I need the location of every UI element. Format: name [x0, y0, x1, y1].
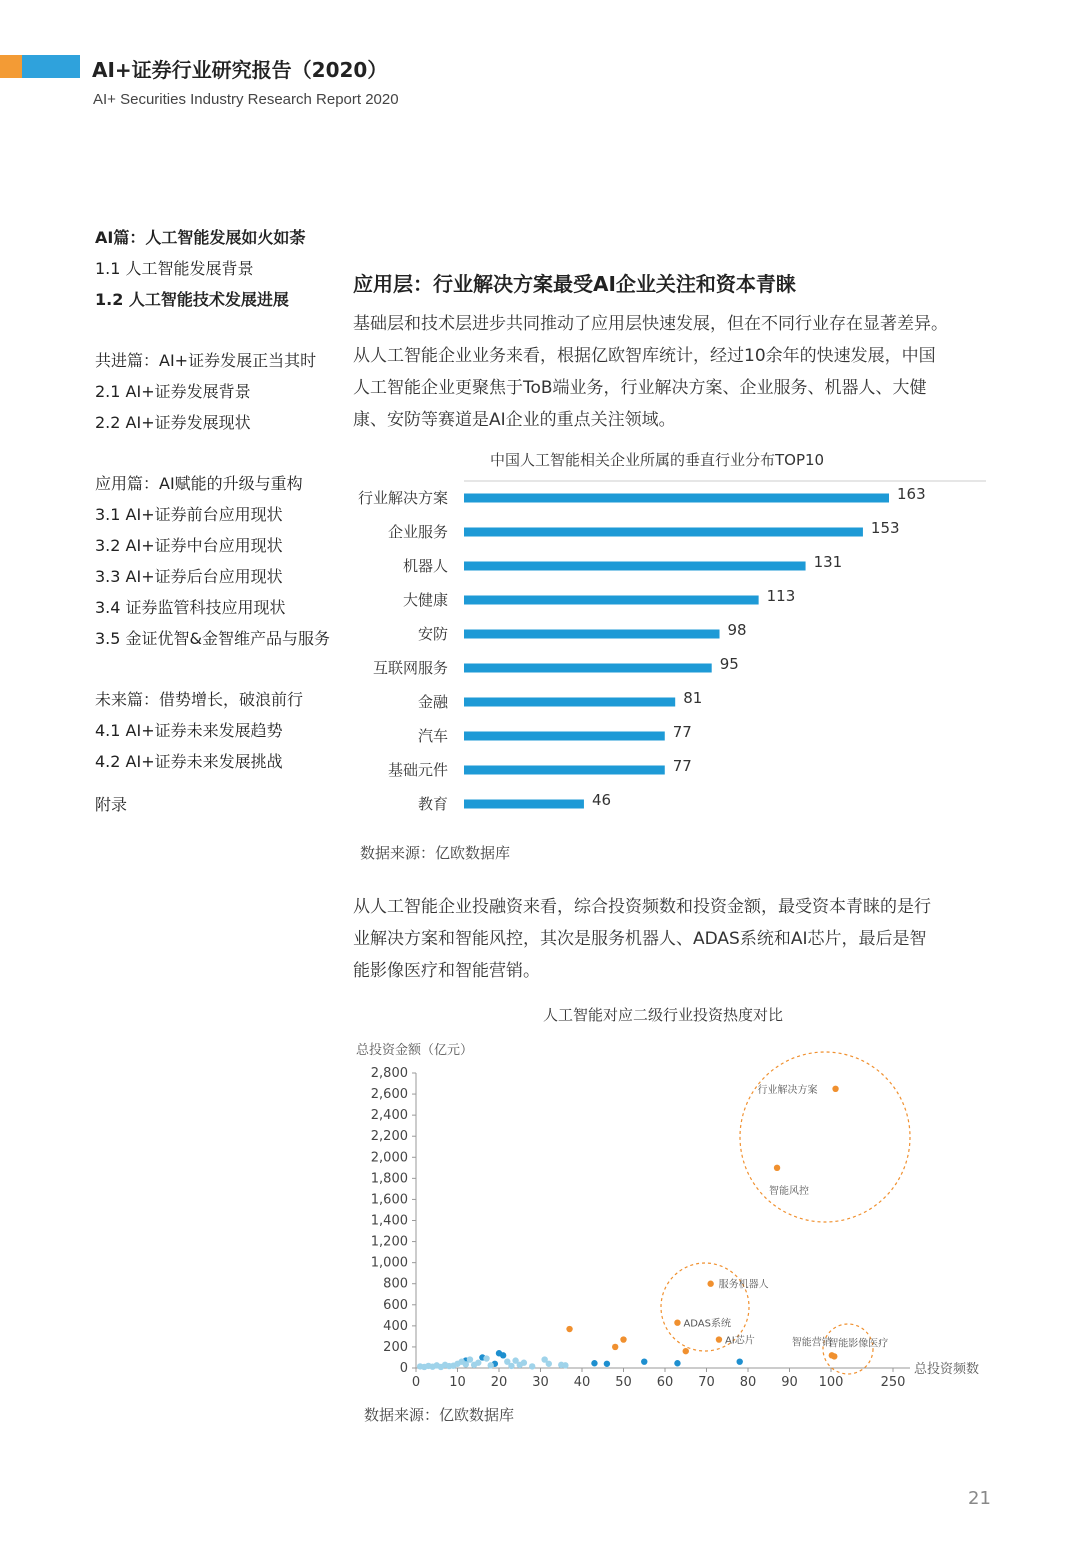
scatter-point	[546, 1361, 552, 1367]
toc-item[interactable]: 2.2 AI+证券发展现状	[95, 413, 251, 432]
toc-item[interactable]: 3.2 AI+证券中台应用现状	[95, 536, 283, 555]
y-tick-label: 1,000	[370, 1255, 408, 1271]
scatter-point	[467, 1356, 473, 1362]
header-accent-orange	[0, 55, 22, 78]
paragraph-line: 能影像医疗和智能营销。	[353, 961, 540, 981]
scatter-y-axis-label: 总投资金额（亿元）	[356, 1043, 474, 1058]
scatter-point	[674, 1319, 680, 1325]
scatter-point	[683, 1348, 689, 1354]
y-tick-label: 1,400	[370, 1213, 408, 1229]
bar-value-label: 153	[870, 519, 900, 537]
paragraph-line: 人工智能企业更聚焦于ToB端业务，行业解决方案、企业服务、机器人、大健	[353, 378, 927, 398]
page-number: 21	[968, 1488, 991, 1509]
bar-category-label: 汽车	[417, 727, 448, 745]
x-tick-label: 100	[818, 1375, 844, 1390]
y-tick-label: 2,600	[370, 1087, 408, 1103]
table-of-contents	[95, 222, 355, 820]
bar-value-label: 77	[672, 757, 692, 775]
x-tick-label: 80	[739, 1375, 757, 1390]
paragraph-line: 康、安防等赛道是AI企业的重点关注领域。	[353, 410, 676, 430]
scatter-point	[716, 1336, 722, 1342]
scatter-point	[707, 1281, 713, 1287]
scatter-point	[774, 1165, 780, 1171]
scatter-point	[562, 1362, 568, 1368]
y-tick-label: 1,600	[370, 1192, 408, 1208]
bar-mark	[464, 528, 863, 537]
scatter-point	[612, 1344, 618, 1350]
scatter-point-label: ADAS系统	[683, 1318, 732, 1330]
toc-item[interactable]: 3.3 AI+证券后台应用现状	[95, 567, 283, 586]
y-tick-label: 2,800	[370, 1066, 408, 1081]
header-accent-blue	[22, 55, 80, 78]
scatter-point	[566, 1326, 572, 1332]
x-tick-label: 10	[449, 1375, 466, 1390]
bar-category-label: 机器人	[402, 557, 448, 575]
scatter-point	[483, 1355, 489, 1361]
bar-chart-title: 中国人工智能相关企业所属的垂直行业分布TOP10	[490, 451, 825, 469]
scatter-chart	[350, 1035, 990, 1395]
y-tick-label: 200	[383, 1339, 408, 1355]
bar-mark	[464, 732, 665, 741]
y-tick-label: 2,200	[370, 1129, 408, 1145]
section-title: 应用层：行业解决方案最受AI企业关注和资本青睐	[353, 272, 796, 296]
y-tick-label: 600	[383, 1297, 408, 1313]
bar-mark	[464, 494, 889, 503]
x-tick-label: 20	[490, 1375, 508, 1390]
paragraph-2	[353, 891, 983, 987]
scatter-point	[500, 1352, 506, 1358]
bar-category-label: 安防	[417, 625, 448, 643]
scatter-point-label: 智能营销	[791, 1337, 832, 1349]
scatter-point-label: 行业解决方案	[757, 1084, 818, 1096]
scatter-point	[674, 1360, 680, 1366]
scatter-point-label: AI芯片	[724, 1335, 755, 1347]
y-tick-label: 1,800	[370, 1171, 408, 1187]
source-note-2: 数据来源：亿欧数据库	[364, 1406, 515, 1424]
scatter-point	[521, 1360, 527, 1366]
x-tick-label: 250	[880, 1375, 906, 1390]
bar-value-label: 163	[897, 485, 926, 503]
bar-mark	[464, 630, 720, 639]
toc-item[interactable]: 3.4 证券监管科技应用现状	[95, 598, 286, 617]
y-tick-label: 800	[383, 1276, 408, 1292]
y-tick-label: 2,000	[370, 1150, 408, 1166]
toc-item[interactable]: 1.2 人工智能技术发展进展	[95, 290, 289, 309]
highlight-circle	[740, 1052, 910, 1222]
scatter-x-axis-label: 总投资频数	[914, 1362, 980, 1377]
scatter-point-label: 智能风控	[769, 1185, 810, 1197]
y-tick-label: 400	[383, 1318, 408, 1334]
toc-item[interactable]: 共进篇：AI+证券发展正当其时	[95, 351, 317, 370]
x-tick-label: 50	[615, 1375, 632, 1390]
scatter-point	[620, 1336, 626, 1342]
toc-item[interactable]: 未来篇：借势增长，破浪前行	[95, 690, 304, 709]
bar-category-label: 金融	[417, 693, 448, 711]
scatter-point	[591, 1360, 597, 1366]
bar-mark	[464, 800, 584, 809]
bar-category-label: 教育	[417, 795, 448, 813]
x-tick-label: 90	[781, 1375, 798, 1390]
scatter-point	[604, 1361, 610, 1367]
scatter-point-label: 智能影像医疗	[828, 1338, 889, 1350]
scatter-point	[737, 1358, 743, 1364]
toc-item[interactable]: 4.1 AI+证券未来发展趋势	[95, 721, 283, 740]
bar-category-label: 行业解决方案	[357, 489, 448, 507]
bar-mark	[464, 562, 806, 571]
scatter-point	[488, 1362, 494, 1368]
scatter-point	[641, 1358, 647, 1364]
scatter-point	[832, 1086, 838, 1092]
toc-item[interactable]: 1.1 人工智能发展背景	[95, 259, 254, 278]
report-subtitle: AI+ Securities Industry Research Report 2020	[93, 91, 399, 108]
report-title: AI+证券行业研究报告（2020）	[92, 58, 388, 82]
y-tick-label: 1,200	[370, 1234, 408, 1250]
toc-item[interactable]: 2.1 AI+证券发展背景	[95, 382, 251, 401]
bar-mark	[464, 766, 665, 775]
x-tick-label: 0	[411, 1375, 421, 1390]
scatter-point-label: 服务机器人	[718, 1279, 769, 1291]
y-tick-label: 0	[399, 1361, 408, 1376]
x-tick-label: 60	[656, 1375, 674, 1390]
paragraph-line: 从人工智能企业投融资来看，综合投资频数和投资金额，最受资本青睐的是行	[353, 897, 931, 917]
scatter-chart-title: 人工智能对应二级行业投资热度对比	[543, 1006, 784, 1024]
y-tick-label: 2,400	[370, 1108, 408, 1124]
x-tick-label: 40	[573, 1375, 591, 1390]
scatter-point	[831, 1353, 837, 1359]
toc-item[interactable]: AI篇：人工智能发展如火如荼	[95, 228, 306, 247]
paragraph-line: 业解决方案和智能风控，其次是服务机器人、ADAS系统和AI芯片，最后是智	[353, 929, 927, 949]
bar-category-label: 基础元件	[387, 761, 448, 779]
toc-item[interactable]: 应用篇：AI赋能的升级与重构	[95, 474, 303, 493]
paragraph-line: 基础层和技术层进步共同推动了应用层快速发展，但在不同行业存在显著差异。	[353, 314, 948, 334]
toc-item[interactable]: 3.5 金证优智&金智维产品与服务	[95, 629, 331, 648]
bar-category-label: 企业服务	[387, 523, 448, 541]
bar-value-label: 131	[813, 553, 843, 571]
x-tick-label: 30	[532, 1375, 549, 1390]
paragraph-line: 从人工智能企业业务来看，根据亿欧智库统计，经过10余年的快速发展，中国	[353, 346, 936, 366]
paragraph-1	[353, 308, 983, 436]
bar-chart	[340, 478, 990, 823]
bar-mark	[464, 596, 759, 605]
bar-mark	[464, 664, 712, 673]
bar-category-label: 大健康	[402, 591, 448, 609]
bar-mark	[464, 698, 675, 707]
bar-value-label: 81	[683, 689, 703, 707]
bar-category-label: 互联网服务	[372, 659, 448, 677]
x-tick-label: 70	[698, 1375, 715, 1390]
bar-value-label: 113	[766, 587, 796, 605]
toc-item[interactable]: 4.2 AI+证券未来发展挑战	[95, 752, 283, 771]
scatter-point	[475, 1360, 481, 1366]
toc-item[interactable]: 3.1 AI+证券前台应用现状	[95, 505, 283, 524]
scatter-point	[529, 1363, 535, 1369]
bar-value-label: 98	[727, 621, 747, 639]
scatter-point	[508, 1363, 514, 1369]
bar-value-label: 46	[591, 791, 612, 809]
bar-value-label: 95	[719, 655, 739, 673]
bar-value-label: 77	[672, 723, 692, 741]
source-note-1: 数据来源：亿欧数据库	[360, 844, 511, 862]
toc-item[interactable]: 附录	[95, 795, 128, 814]
